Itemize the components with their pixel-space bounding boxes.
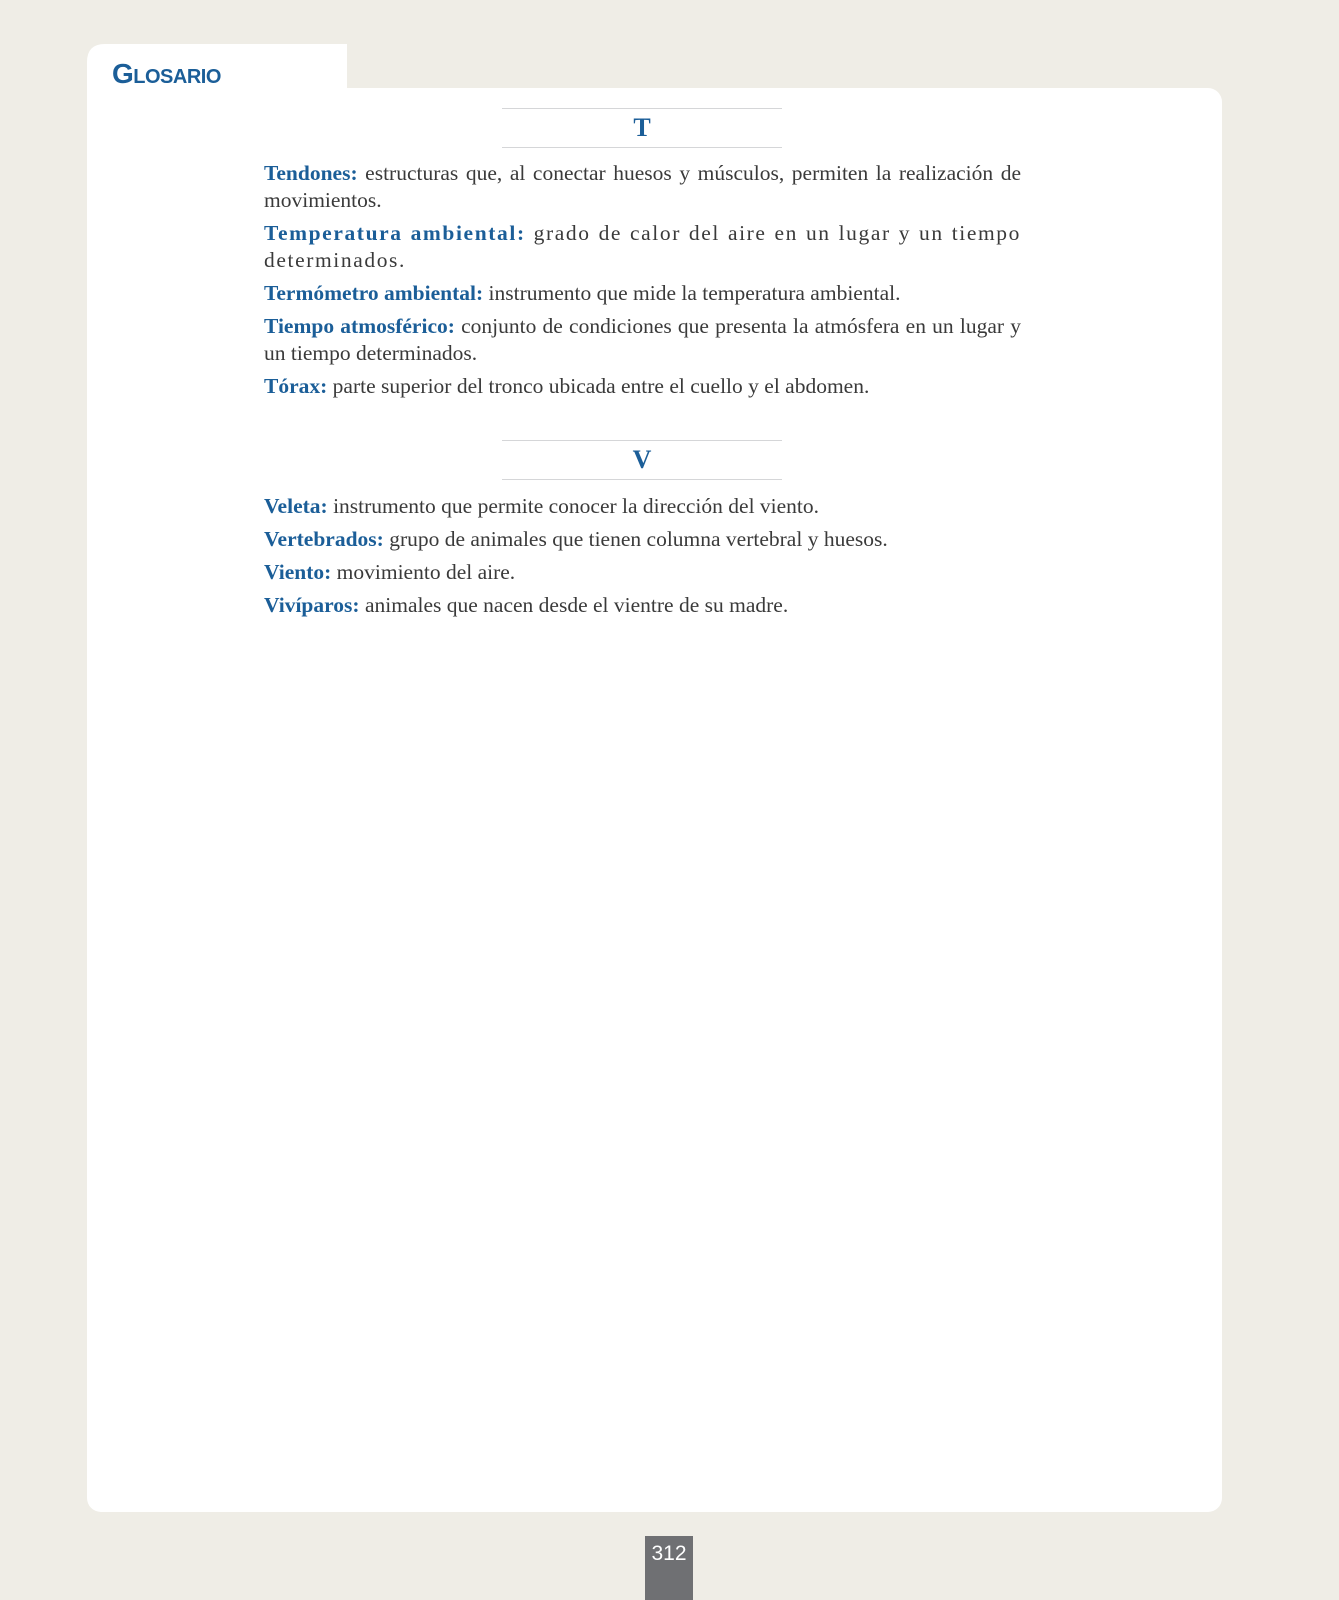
glossary-definition: parte superior del tronco ubicada entre el cuello y el abdomen.	[327, 374, 870, 398]
glossary-definition: conjunto de condiciones que presenta la atmósfera en un lugar y un tiempo determinados.	[264, 314, 1021, 365]
glossary-entry	[264, 493, 1021, 520]
section-v-entries	[264, 493, 1021, 625]
glossary-term: Tendones:	[264, 161, 358, 185]
glossary-definition: instrumento que permite conocer la dirección del viento.	[327, 494, 820, 518]
glossary-entry	[264, 220, 1021, 274]
glossary-definition: movimiento del aire.	[331, 560, 516, 584]
glossary-entry	[264, 160, 1021, 214]
glossary-term: Tiempo atmosférico:	[264, 314, 455, 338]
glossary-entry	[264, 280, 1021, 307]
section-header-t	[502, 108, 782, 148]
glossary-definition: estructuras que, al conectar huesos y músculos, permiten la realización de movimientos.	[264, 161, 1021, 212]
glossary-term: Temperatura ambiental:	[264, 221, 526, 245]
section-t-entries	[264, 160, 1021, 406]
glossary-entry	[264, 313, 1021, 367]
glossary-definition: grupo de animales que tienen columna vertebral y huesos.	[383, 527, 888, 551]
glossary-term: Viento:	[264, 560, 332, 584]
section-header-v	[502, 440, 782, 480]
glossary-entry	[264, 373, 1021, 400]
glossary-definition: animales que nacen desde el vientre de su madre.	[359, 593, 789, 617]
glossary-entry	[264, 559, 1021, 586]
section-letter: V	[632, 445, 652, 474]
glossary-entry	[264, 526, 1021, 553]
glossary-definition: instrumento que mide la temperatura ambiental.	[483, 281, 901, 305]
glossary-entry	[264, 592, 1021, 619]
glossary-term: Tórax:	[264, 374, 328, 398]
glossary-term: Veleta:	[264, 494, 328, 518]
page-number: 312	[651, 1542, 687, 1565]
glossary-term: Vivíparos:	[264, 593, 360, 617]
page-title: Glosario	[112, 58, 221, 89]
glossary-term: Vertebrados:	[264, 527, 384, 551]
glossary-definition: grado de calor del aire en un lugar y un tiempo determinados.	[264, 221, 1022, 272]
section-letter: T	[633, 113, 651, 142]
glossary-term: Termómetro ambiental:	[264, 281, 484, 305]
page-number-box	[645, 1536, 693, 1600]
